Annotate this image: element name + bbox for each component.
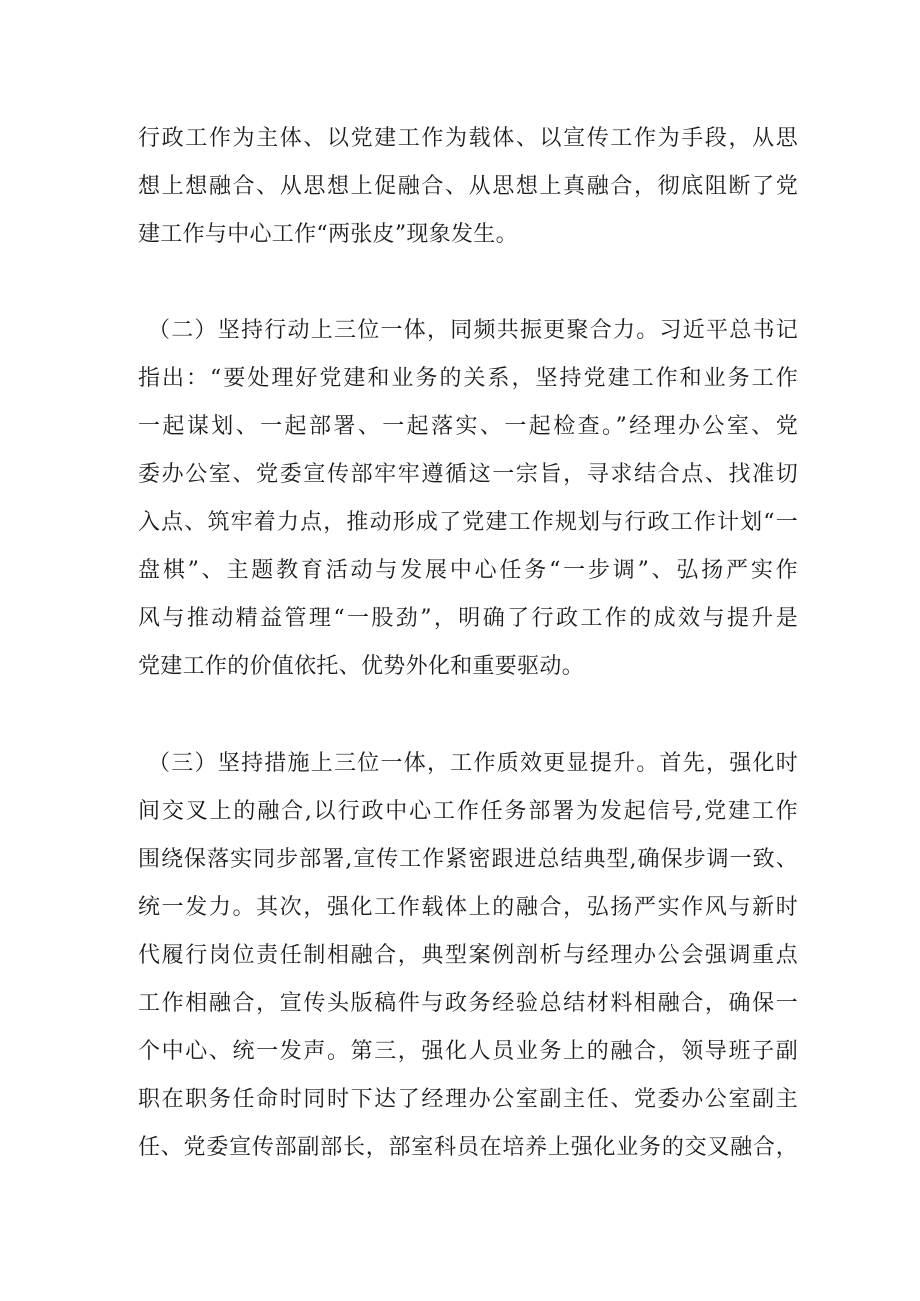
paragraph-section-two	[138, 307, 798, 691]
section-heading-line: （二）坚持行动上三位一体，同频共振更聚合力。习近平总书记	[148, 318, 798, 343]
text-line: 盘棋”、主题教育活动与发展中心任务“一步调”、弘扬严实作	[138, 558, 798, 583]
text-line: 工作相融合，宣传头版稿件与政务经验总结材料相融合，确保一	[138, 991, 798, 1016]
text-line: 职在职务任命时同时下达了经理办公室副主任、党委办公室副主	[138, 1087, 798, 1112]
text-line: 党建工作的价值依托、优势外化和重要驱动。	[138, 654, 585, 679]
text-line: 统一发力。其次，强化工作载体上的融合，弘扬严实作风与新时	[138, 895, 798, 920]
text-line: 围绕保落实同步部署,宣传工作紧密跟进总结典型,确保步调一致、	[138, 847, 798, 872]
text-line: 入点、筑牢着力点，推动形成了党建工作规划与行政工作计划“一	[138, 510, 798, 535]
text-line: 风与推动精益管理“一股劲”，明确了行政工作的成效与提升是	[138, 606, 798, 631]
section-heading-line: （三）坚持措施上三位一体，工作质效更显提升。首先，强化时	[148, 751, 798, 776]
text-line: 建工作与中心工作“两张皮”现象发生。	[138, 222, 518, 247]
text-line: 代履行岗位责任制相融合，典型案例剖析与经理办公会强调重点	[138, 943, 798, 968]
text-line: 指出：“要处理好党建和业务的关系，坚持党建工作和业务工作	[138, 366, 798, 391]
paragraph-section-three	[138, 740, 798, 1172]
text-line: 一起谋划、一起部署、一起落实、一起检查。”经理办公室、党	[138, 414, 798, 439]
text-line: 个中心、统一发声。第三，强化人员业务上的融合，领导班子副	[138, 1039, 798, 1064]
text-line: 行政工作为主体、以党建工作为载体、以宣传工作为手段，从思	[138, 126, 798, 151]
text-line: 间交叉上的融合,以行政中心工作任务部署为发起信号,党建工作	[138, 799, 798, 824]
text-line: 委办公室、党委宣传部牢牢遵循这一宗旨，寻求结合点、找准切	[138, 462, 798, 487]
text-line: 任、党委宣传部副部长，部室科员在培养上强化业务的交叉融合，	[138, 1135, 798, 1160]
paragraph-administrative-party-integration	[138, 115, 798, 259]
text-line: 想上想融合、从思想上促融合、从思想上真融合，彻底阻断了党	[138, 174, 798, 199]
